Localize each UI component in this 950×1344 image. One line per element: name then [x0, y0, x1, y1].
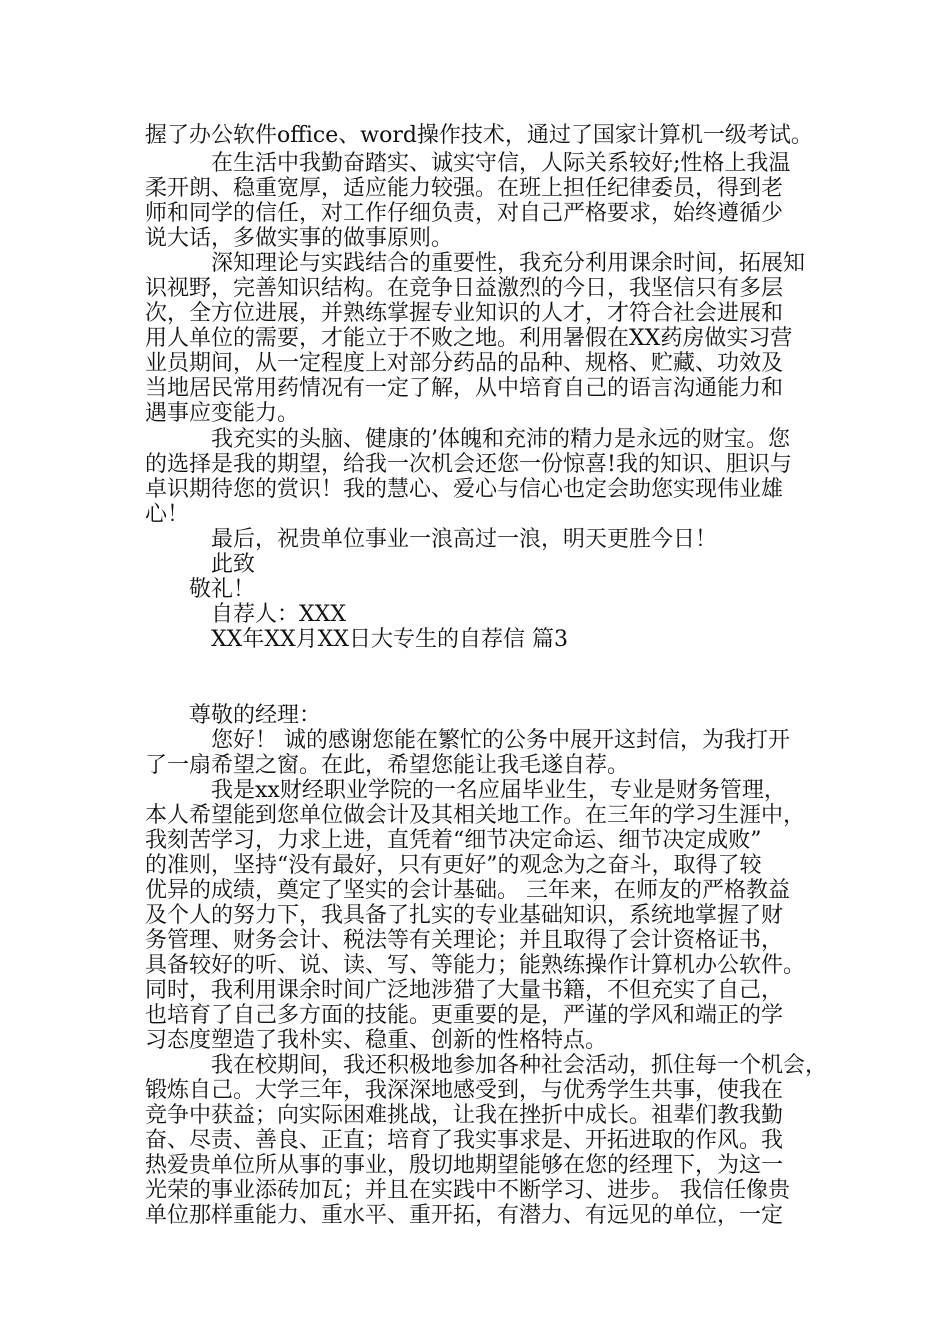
text-line: 我是xx财经职业学院的一名应届毕业生，专业是财务管理， [145, 778, 786, 803]
text-line: 次，全方位进展，并熟练掌握专业知识的人才，才符合社会进展和 [145, 301, 784, 326]
text-line: 说大话，多做实事的做事原则。 [145, 226, 454, 251]
text-line: 敬礼！ [145, 577, 256, 602]
text-line: 竞争中获益；向实际困难挑战，让我在挫折中成长。祖辈们教我勤 [145, 1103, 784, 1128]
text-line: 此致 [145, 552, 256, 577]
text-line: 自荐人：XXX [145, 602, 346, 627]
text-line: 您好！ 诚的感谢您能在繁忙的公务中展开这封信，为我打开 [145, 728, 790, 753]
text-line: 握了办公软件office、word操作技术，通过了国家计算机一级考试。 [145, 123, 813, 148]
text-line: 热爱贵单位所从事的事业，殷切地期望能够在您的经理下，为这一 [145, 1153, 784, 1178]
text-line: 及个人的努力下，我具备了扎实的专业基础知识，系统地掌握了财 [145, 903, 784, 928]
section-heading: XX年XX月XX日大专生的自荐信 篇3 [145, 627, 568, 652]
text-line: 心！ [145, 502, 190, 527]
text-line: 的准则，坚持“没有最好，只有更好”的观念为之奋斗，取得了较 [145, 853, 762, 878]
text-line: 识视野，完善知识结构。在竞争日益激烈的今日，我坚信只有多层 [145, 276, 784, 301]
text-line: 也培育了自己多方面的技能。更重要的是，严谨的学风和端正的学 [145, 1003, 784, 1028]
text-line: 奋、尽责、善良、正直；培育了我实事求是、开拓进取的作风。我 [145, 1128, 784, 1153]
text-line: 我充实的头脑、健康的’体魄和充沛的精力是永远的财宝。您 [145, 427, 790, 452]
text-line: 业员期间，从一定程度上对部分药品的品种、规格、贮藏、功效及 [145, 351, 784, 376]
text-line: 用人单位的需要，才能立于不败之地。利用暑假在XX药房做实习营 [145, 326, 793, 351]
text-line: 优异的成绩，奠定了坚实的会计基础。 三年来，在师友的严格教益 [145, 878, 790, 903]
text-line: 深知理论与实践结合的重要性，我充分利用课余时间，拓展知 [145, 251, 806, 276]
text-line: 单位那样重能力、重水平、重开拓，有潜力、有远见的单位，一定 [145, 1203, 784, 1228]
text-line: 当地居民常用药情况有一定了解，从中培育自己的语言沟通能力和 [145, 376, 784, 401]
text-line: 了一扇希望之窗。在此，希望您能让我毛遂自荐。 [145, 753, 630, 778]
text-line: 我在校期间，我还积极地参加各种社会活动，抓住每一个机会， [145, 1053, 828, 1078]
text-line: 最后，祝贵单位事业一浪高过一浪，明天更胜今日！ [145, 527, 718, 552]
text-line: 遇事应变能力。 [145, 401, 300, 426]
text-line: 习态度塑造了我朴实、稳重、创新的性格特点。 [145, 1028, 608, 1053]
text-line: 的选择是我的期望，给我一次机会还您一份惊喜!我的知识、胆识与 [145, 452, 792, 477]
text-line: 具备较好的听、说、读、写、等能力；能熟练操作计算机办公软件。 [145, 953, 806, 978]
text-line: 锻炼自己。大学三年，我深深地感受到，与优秀学生共事，使我在 [145, 1078, 784, 1103]
text-line: 同时，我利用课余时间广泛地涉猎了大量书籍，不但充实了自己， [145, 978, 784, 1003]
text-line: 我刻苦学习，力求上进，直凭着“细节决定命运、细节决定成败” [145, 828, 762, 853]
text-line: 师和同学的信任，对工作仔细负责，对自己严格要求，始终遵循少 [145, 201, 784, 226]
text-line: 本人希望能到您单位做会计及其相关地工作。在三年的学习生涯中， [145, 803, 806, 828]
text-line: 务管理、财务会计、税法等有关理论；并且取得了会计资格证书， [145, 928, 784, 953]
text-line: 卓识期待您的赏识！我的慧心、爱心与信心也定会助您实现伟业雄 [145, 477, 784, 502]
text-line: 在生活中我勤奋踏实、诚实守信，人际关系较好;性格上我温 [145, 151, 791, 176]
salutation: 尊敬的经理： [145, 703, 322, 728]
text-line: 柔开朗、稳重宽厚，适应能力较强。在班上担任纪律委员，得到老 [145, 176, 784, 201]
text-line: 光荣的事业添砖加瓦；并且在实践中不断学习、进步。 我信任像贵 [145, 1178, 790, 1203]
